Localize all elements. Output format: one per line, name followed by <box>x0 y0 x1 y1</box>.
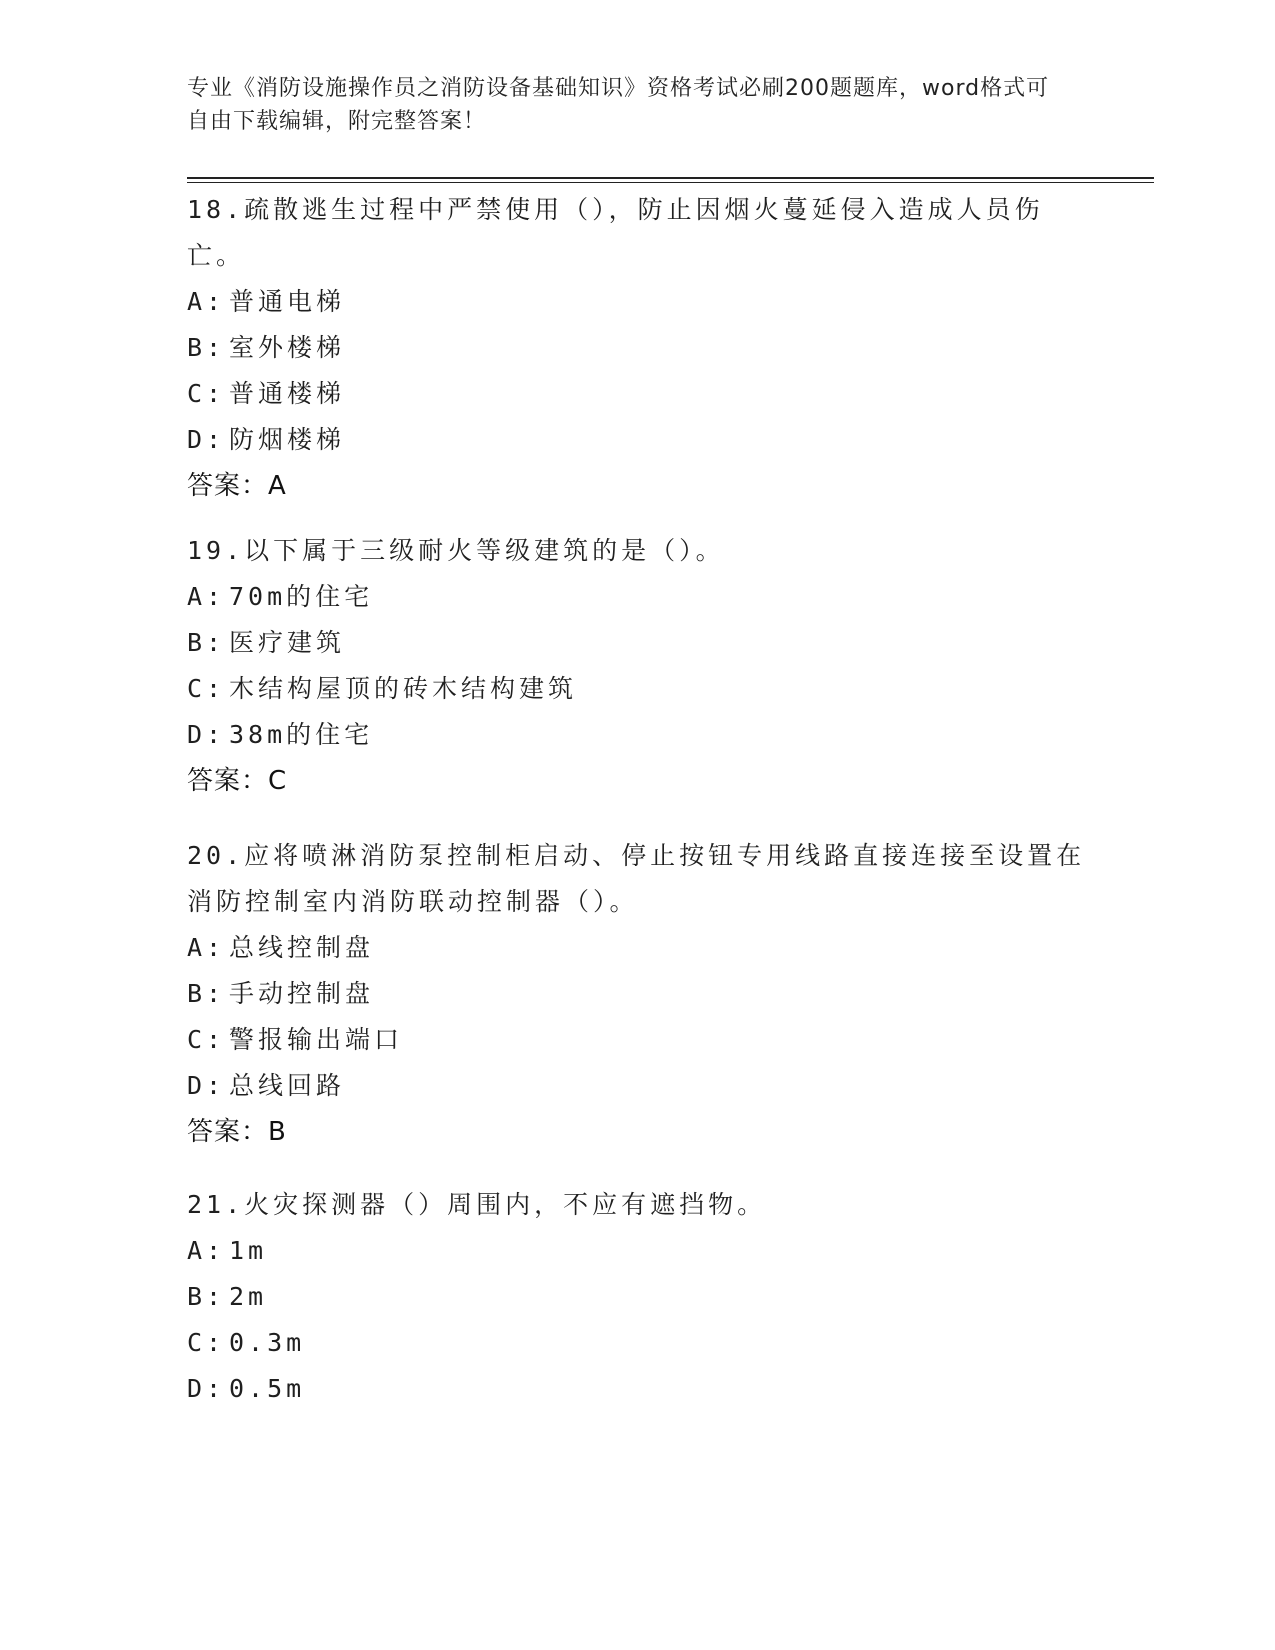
option-text: 0.5m <box>229 1374 306 1403</box>
option-text: 警报输出端口 <box>229 1025 404 1054</box>
option-d <box>187 417 1087 463</box>
option-letter: A: <box>187 582 226 611</box>
option-letter: D: <box>187 425 226 454</box>
option-text: 1m <box>229 1236 268 1265</box>
option-letter: A: <box>187 1236 226 1265</box>
option-text: 38m的住宅 <box>229 720 374 749</box>
option-letter: C: <box>187 674 226 703</box>
option-text: 总线控制盘 <box>229 933 375 962</box>
question-stem: 20.应将喷淋消防泵控制柜启动、停止按钮专用线路直接连接至设置在消防控制室内消防联动控制器（）。 <box>187 841 1086 916</box>
option-text: 0.3m <box>229 1328 306 1357</box>
option-a <box>187 574 1087 620</box>
option-letter: B: <box>187 333 226 362</box>
question-stem: 18.疏散逃生过程中严禁使用（），防止因烟火蔓延侵入造成人员伤亡。 <box>187 195 1044 270</box>
option-letter: B: <box>187 979 226 1008</box>
option-d <box>187 712 1087 758</box>
question-21 <box>187 1182 1087 1412</box>
option-b <box>187 971 1087 1017</box>
header-divider-thin <box>187 182 1154 183</box>
option-c <box>187 1320 1087 1366</box>
option-letter: A: <box>187 933 226 962</box>
document-header: 专业《消防设施操作员之消防设备基础知识》资格考试必刷200题题库，word格式可自由下载编辑，附完整答案！ <box>187 76 1050 134</box>
option-letter: B: <box>187 1282 226 1311</box>
question-18 <box>187 187 1087 509</box>
option-text: 普通电梯 <box>229 287 346 316</box>
option-text: 2m <box>229 1282 268 1311</box>
option-b <box>187 620 1087 666</box>
option-a <box>187 925 1087 971</box>
option-d <box>187 1063 1087 1109</box>
option-text: 木结构屋顶的砖木结构建筑 <box>229 674 578 703</box>
option-text: 医疗建筑 <box>229 628 346 657</box>
option-a <box>187 279 1087 325</box>
option-letter: C: <box>187 379 226 408</box>
option-letter: C: <box>187 1328 226 1357</box>
option-letter: D: <box>187 1374 226 1403</box>
option-text: 防烟楼梯 <box>229 425 346 454</box>
question-20 <box>187 833 1087 1155</box>
question-stem: 21.火灾探测器（）周围内，不应有遮挡物。 <box>187 1190 767 1219</box>
option-c <box>187 371 1087 417</box>
option-text: 手动控制盘 <box>229 979 375 1008</box>
option-text: 总线回路 <box>229 1071 346 1100</box>
option-letter: A: <box>187 287 226 316</box>
header-divider-thick <box>187 177 1154 179</box>
answer: 答案：C <box>187 766 288 796</box>
answer: 答案：B <box>187 1117 287 1147</box>
option-letter: D: <box>187 720 226 749</box>
option-b <box>187 1274 1087 1320</box>
option-d <box>187 1366 1087 1412</box>
option-text: 70m的住宅 <box>229 582 374 611</box>
option-a <box>187 1228 1087 1274</box>
answer: 答案：A <box>187 471 287 501</box>
option-letter: D: <box>187 1071 226 1100</box>
option-b <box>187 325 1087 371</box>
option-text: 普通楼梯 <box>229 379 346 408</box>
option-letter: B: <box>187 628 226 657</box>
question-stem: 19.以下属于三级耐火等级建筑的是（）。 <box>187 536 725 565</box>
option-c <box>187 1017 1087 1063</box>
option-letter: C: <box>187 1025 226 1054</box>
option-c <box>187 666 1087 712</box>
question-19 <box>187 528 1087 804</box>
option-text: 室外楼梯 <box>229 333 346 362</box>
